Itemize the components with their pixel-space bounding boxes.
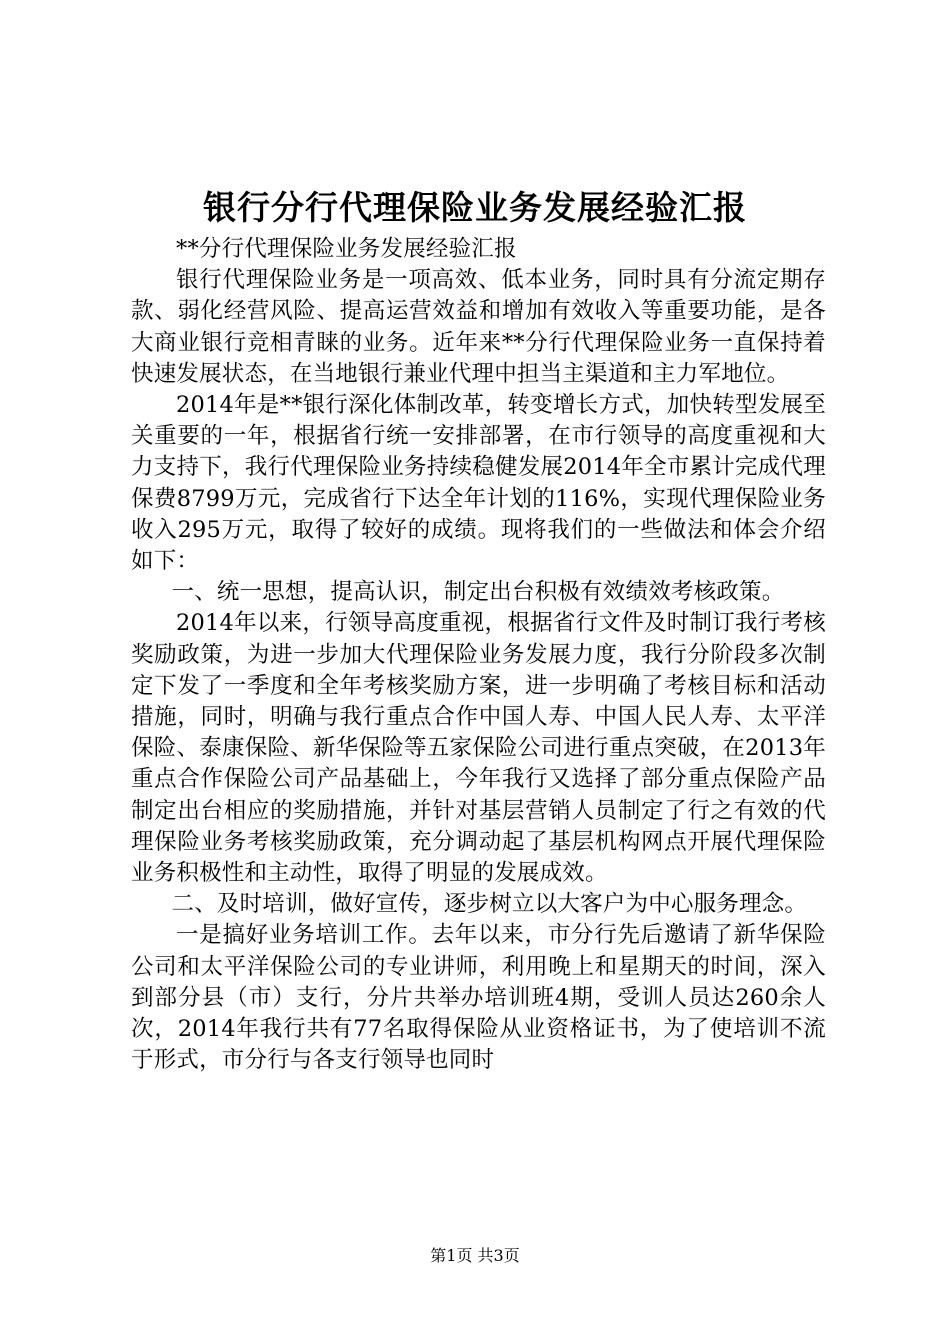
page-footer: 第1页 共3页 [430,1246,520,1265]
paragraph: 2014年是**银行深化体制改革，转变增长方式，加快转型发展至关重要的一年，根据省行统一安排部署，在市行领导的高度重视和大力支持下，我行代理保险业务持续稳健发展2014年全市累计完成代理保费8799万元，完成省行下达全年计划的116%，实现代理保险业务收入295万元，取得了较好的成绩。现将我们的一些做法和体会介绍如下： [131,392,826,575]
paragraph: 2014年以来，行领导高度重视，根据省行文件及时制订我行考核奖励政策，为进一步加大代理保险业务发展力度，我行分阶段多次制定下发了一季度和全年考核奖励方案，进一步明确了考核目标和活动措施，同时，明确与我行重点合作中国人寿、中国人民人寿、太平洋保险、泰康保险、新华保险等五家保险公司进行重点突破，在2013年重点合作保险公司产品基础上，今年我行又选择了部分重点保险产品制定出台相应的奖励措施，并针对基层营销人员制定了行之有效的代理保险业务考核奖励政策，充分调动起了基层机构网点开展代理保险业务积极性和主动性，取得了明显的发展成效。 [131,610,826,887]
section-heading: 一、统一思想，提高认识，制定出台积极有效绩效考核政策。 [171,579,785,606]
paragraph-subtitle: **分行代理保险业务发展经验汇报 [176,236,517,262]
document-title: 银行分行代理保险业务发展经验汇报 [203,188,747,227]
paragraph: 一是搞好业务培训工作。去年以来，市分行先后邀请了新华保险公司和太平洋保险公司的专业讲师，利用晚上和星期天的时间，深入到部分县（市）支行，分片共举办培训班4期，受训人员达260余人次，2014年我行共有77名取得保险从业资格证书，为了使培训不流于形式，市分行与各支行领导也同时 [131,922,826,1074]
document-body [131,234,826,1076]
section-heading: 二、及时培训，做好宣传，逐步树立以大客户为中心服务理念。 [171,891,808,918]
paragraph: 银行代理保险业务是一项高效、低本业务，同时具有分流定期存款、弱化经营风险、提高运营效益和增加有效收入等重要功能，是各大商业银行竞相青睐的业务。近年来**分行代理保险业务一直保持着快速发展状态，在当地银行兼业代理中担当主渠道和主力军地位。 [131,267,826,387]
